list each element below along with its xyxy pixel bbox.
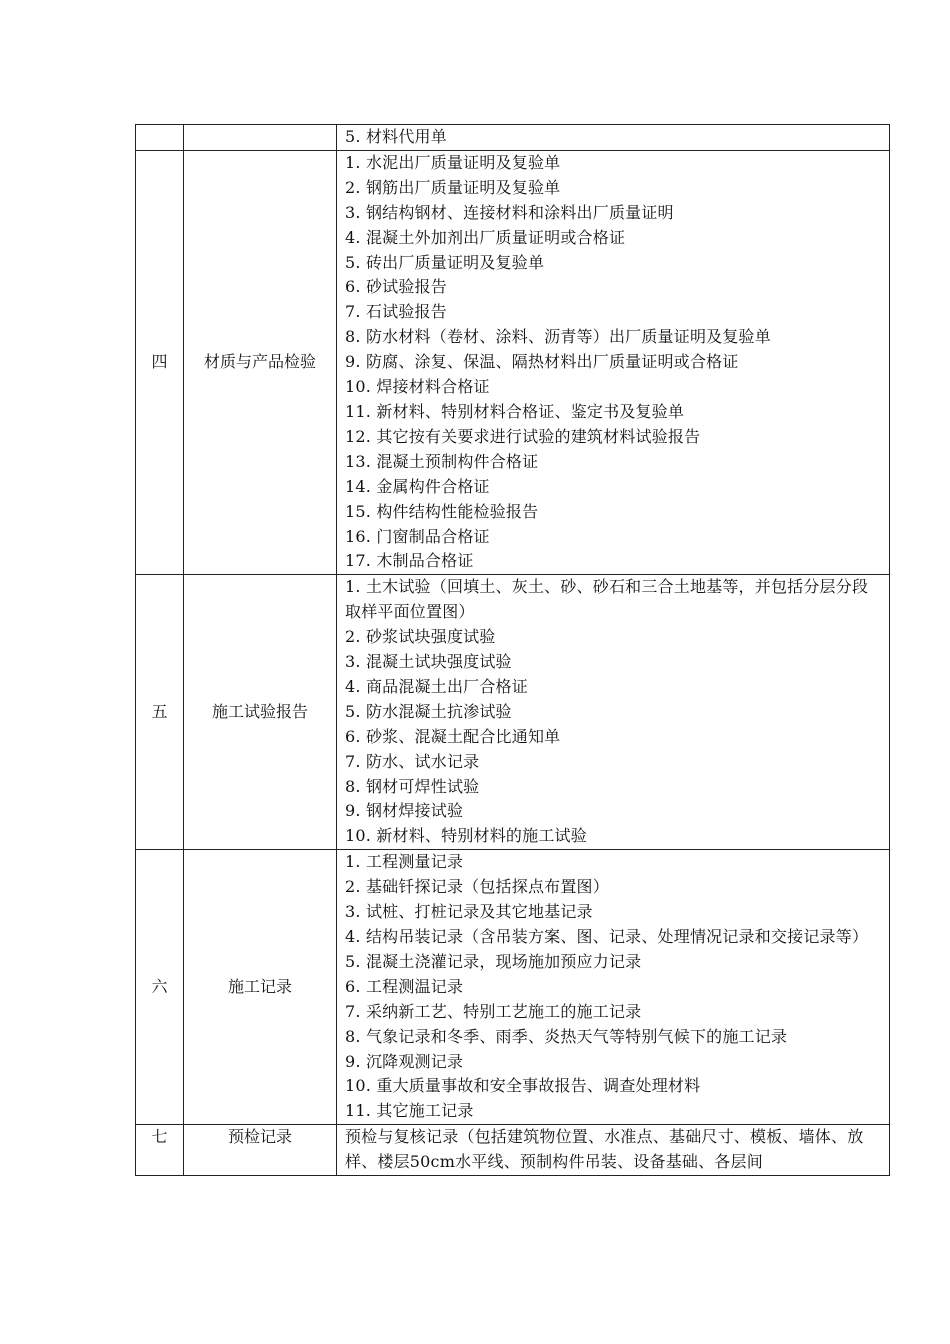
list-item: 2. 基础钎探记录（包括探点布置图） [345, 877, 609, 897]
section-items [337, 850, 890, 1125]
section-number: 七 [136, 1125, 184, 1176]
list-item: 11. 其它施工记录 [345, 1101, 474, 1121]
section-items [337, 150, 890, 574]
list-item: 10. 焊接材料合格证 [345, 377, 490, 397]
list-item: 2. 砂浆试块强度试验 [345, 627, 496, 647]
section-number: 五 [136, 575, 184, 850]
list-item: 1. 工程测量记录 [345, 852, 464, 872]
document-table [135, 124, 890, 1176]
table-row [136, 125, 890, 151]
table-row [136, 850, 890, 1125]
list-item: 16. 门窗制品合格证 [345, 526, 490, 546]
list-item: 7. 采纳新工艺、特别工艺施工的施工记录 [345, 1001, 642, 1021]
list-item: 11. 新材料、特别材料合格证、鉴定书及复验单 [345, 401, 685, 421]
table-row [136, 150, 890, 574]
list-item: 5. 砖出厂质量证明及复验单 [345, 252, 545, 272]
section-number: 四 [136, 150, 184, 574]
section-number [136, 125, 184, 151]
list-item: 3. 试桩、打桩记录及其它地基记录 [345, 902, 593, 922]
section-category: 施工记录 [184, 850, 337, 1125]
list-item: 5. 混凝土浇灌记录，现场施加预应力记录 [345, 951, 642, 971]
list-item: 6. 砂试验报告 [345, 277, 447, 297]
section-items [337, 575, 890, 850]
list-item: 10. 新材料、特别材料的施工试验 [345, 826, 587, 846]
list-item: 12. 其它按有关要求进行试验的建筑材料试验报告 [345, 426, 701, 446]
list-item: 3. 混凝土试块强度试验 [345, 652, 512, 672]
section-category: 施工试验报告 [184, 575, 337, 850]
list-item: 5. 材料代用单 [345, 127, 447, 146]
list-item: 9. 钢材焊接试验 [345, 801, 464, 821]
list-item: 8. 钢材可焊性试验 [345, 776, 480, 796]
list-item: 10. 重大质量事故和安全事故报告、调查处理材料 [345, 1076, 701, 1096]
list-item: 9. 沉降观测记录 [345, 1051, 464, 1071]
section-category: 材质与产品检验 [184, 150, 337, 574]
section-category [184, 125, 337, 151]
list-item: 1. 土木试验（回填土、灰土、砂、砂石和三合土地基等，并包括分层分段取样平面位置图） [345, 577, 869, 622]
list-item: 2. 钢筋出厂质量证明及复验单 [345, 177, 561, 197]
section-category: 预检记录 [184, 1125, 337, 1176]
list-item: 6. 砂浆、混凝土配合比通知单 [345, 726, 561, 746]
list-item: 13. 混凝土预制构件合格证 [345, 451, 539, 471]
section-items [337, 125, 890, 151]
list-item: 4. 混凝土外加剂出厂质量证明或合格证 [345, 227, 626, 247]
list-item: 4. 商品混凝土出厂合格证 [345, 676, 528, 696]
table-row [136, 575, 890, 850]
list-item: 9. 防腐、涂复、保温、隔热材料出厂质量证明或合格证 [345, 352, 739, 372]
list-item: 4. 结构吊装记录（含吊装方案、图、记录、处理情况记录和交接记录等） [345, 927, 869, 946]
list-item: 7. 防水、试水记录 [345, 751, 480, 771]
section-items [337, 1125, 890, 1176]
list-item: 8. 防水材料（卷材、涂料、沥青等）出厂质量证明及复验单 [345, 327, 771, 347]
table-body [136, 125, 890, 1176]
list-item: 17. 木制品合格证 [345, 551, 474, 571]
section-number: 六 [136, 850, 184, 1125]
table-row [136, 1125, 890, 1176]
list-item: 1. 水泥出厂质量证明及复验单 [345, 152, 561, 172]
list-item: 14. 金属构件合格证 [345, 476, 490, 496]
list-item: 7. 石试验报告 [345, 302, 447, 322]
list-item: 3. 钢结构钢材、连接材料和涂料出厂质量证明 [345, 202, 674, 222]
list-item: 预检与复核记录（包括建筑物位置、水准点、基础尺寸、模板、墙体、放样、楼层50cm水平线、预制构件吊装、设备基础、各层间 [345, 1127, 864, 1172]
list-item: 5. 防水混凝土抗渗试验 [345, 701, 512, 721]
list-item: 15. 构件结构性能检验报告 [345, 501, 539, 521]
list-item: 6. 工程测温记录 [345, 976, 464, 996]
list-item: 8. 气象记录和冬季、雨季、炎热天气等特别气候下的施工记录 [345, 1026, 788, 1046]
